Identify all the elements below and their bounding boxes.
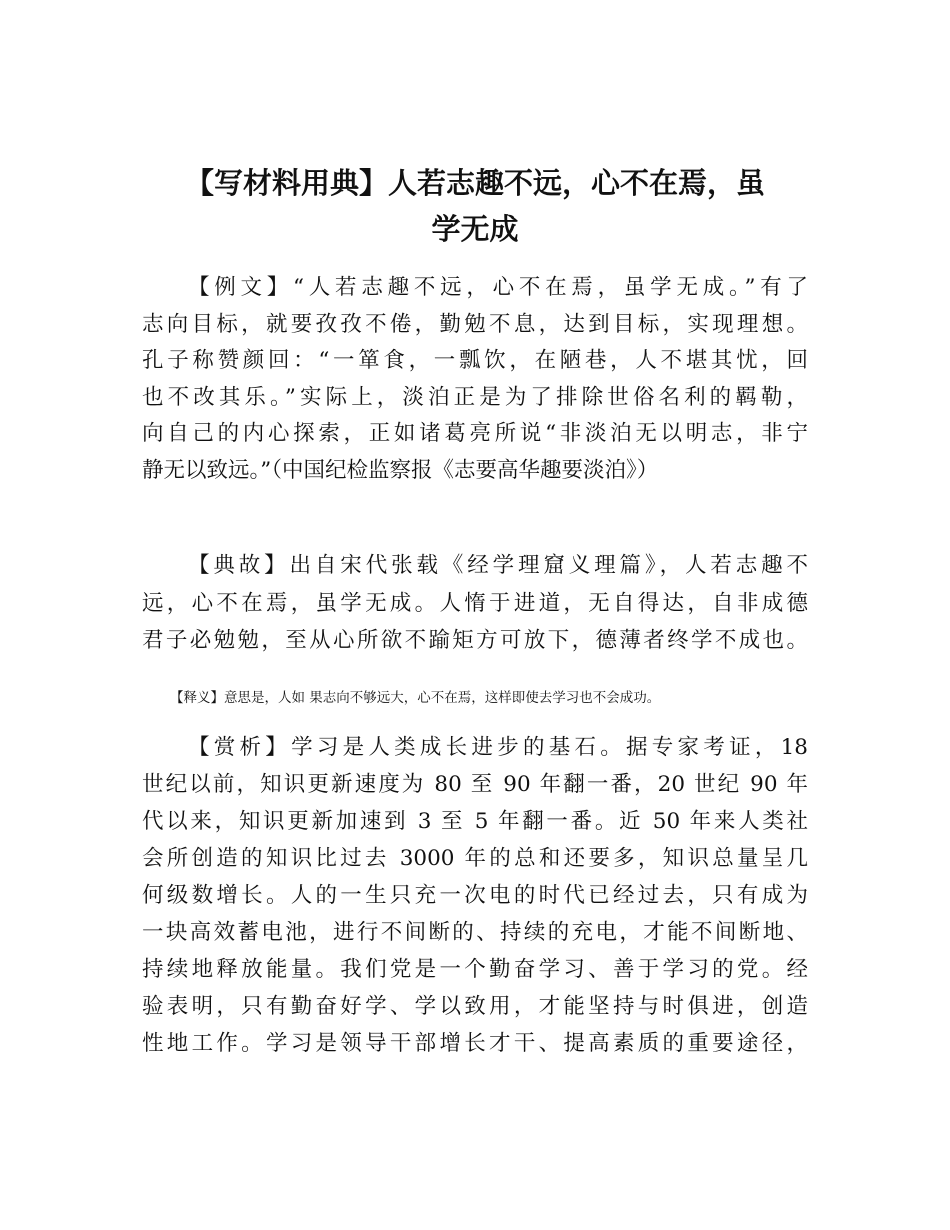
allusion-paragraph-line: 君子必勉勉，至从心所欲不踰矩方可放下，德薄者终学不成也。 [142, 628, 808, 653]
appreciation-paragraph-line: 会所创造的知识比过去 3000 年的总和还要多，知识总量呈几 [142, 846, 808, 871]
example-paragraph-line: 向自己的内心探索，正如诸葛亮所说“非淡泊无以明志，非宁 [142, 421, 808, 447]
example-paragraph-line: 【例文】“人若志趣不远，心不在焉，虽学无成。”有了 [188, 275, 808, 300]
appreciation-paragraph-line: 持续地释放能量。我们党是一个勤奋学习、善于学习的党。经 [142, 957, 808, 982]
explanation-note: 【释义】意思是，人如 果志向不够远大，心不在焉，这样即使去学习也不会成功。 [170, 690, 661, 706]
title-line-2: 学无成 [431, 212, 519, 246]
allusion-paragraph-line: 【典故】出自宋代张载《经学理窟义理篇》，人若志趣不 [188, 553, 808, 578]
example-paragraph-line: 静无以致远。”（中国纪检监察报《志要高华趣要淡泊》） [142, 458, 659, 483]
example-paragraph-line: 志向目标，就要孜孜不倦，勤勉不息，达到目标，实现理想。 [142, 311, 808, 337]
appreciation-paragraph-line: 验表明，只有勤奋好学、学以致用，才能坚持与时俱进，创造 [142, 994, 808, 1019]
appreciation-paragraph-line: 【赏析】学习是人类成长进步的基石。据专家考证，18 [188, 735, 808, 760]
example-paragraph-line: 孔子称赞颜回：“一箪食，一瓢饮，在陋巷，人不堪其忧，回 [142, 348, 808, 374]
appreciation-paragraph-line: 何级数增长。人的一生只充一次电的时代已经过去，只有成为 [142, 883, 808, 908]
appreciation-paragraph-line: 性地工作。学习是领导干部增长才干、提高素质的重要途径， [142, 1031, 808, 1056]
document-title [120, 160, 830, 252]
title-line-1: 【写材料用典】人若志趣不远，心不在焉，虽 [184, 166, 765, 200]
appreciation-paragraph-line: 一块高效蓄电池，进行不间断的、持续的充电，才能不间断地、 [142, 920, 808, 945]
appreciation-paragraph-line: 代以来，知识更新加速到 3 至 5 年翻一番。近 50 年来人类社 [142, 809, 808, 834]
example-paragraph-line: 也不改其乐。”实际上，淡泊正是为了排除世俗名利的羁勒， [142, 384, 808, 410]
allusion-paragraph-line: 远，心不在焉，虽学无成。人惰于进道，无自得达，自非成德 [142, 590, 808, 616]
appreciation-paragraph-line: 世纪以前，知识更新速度为 80 至 90 年翻一番，20 世纪 90 年 [142, 772, 808, 797]
